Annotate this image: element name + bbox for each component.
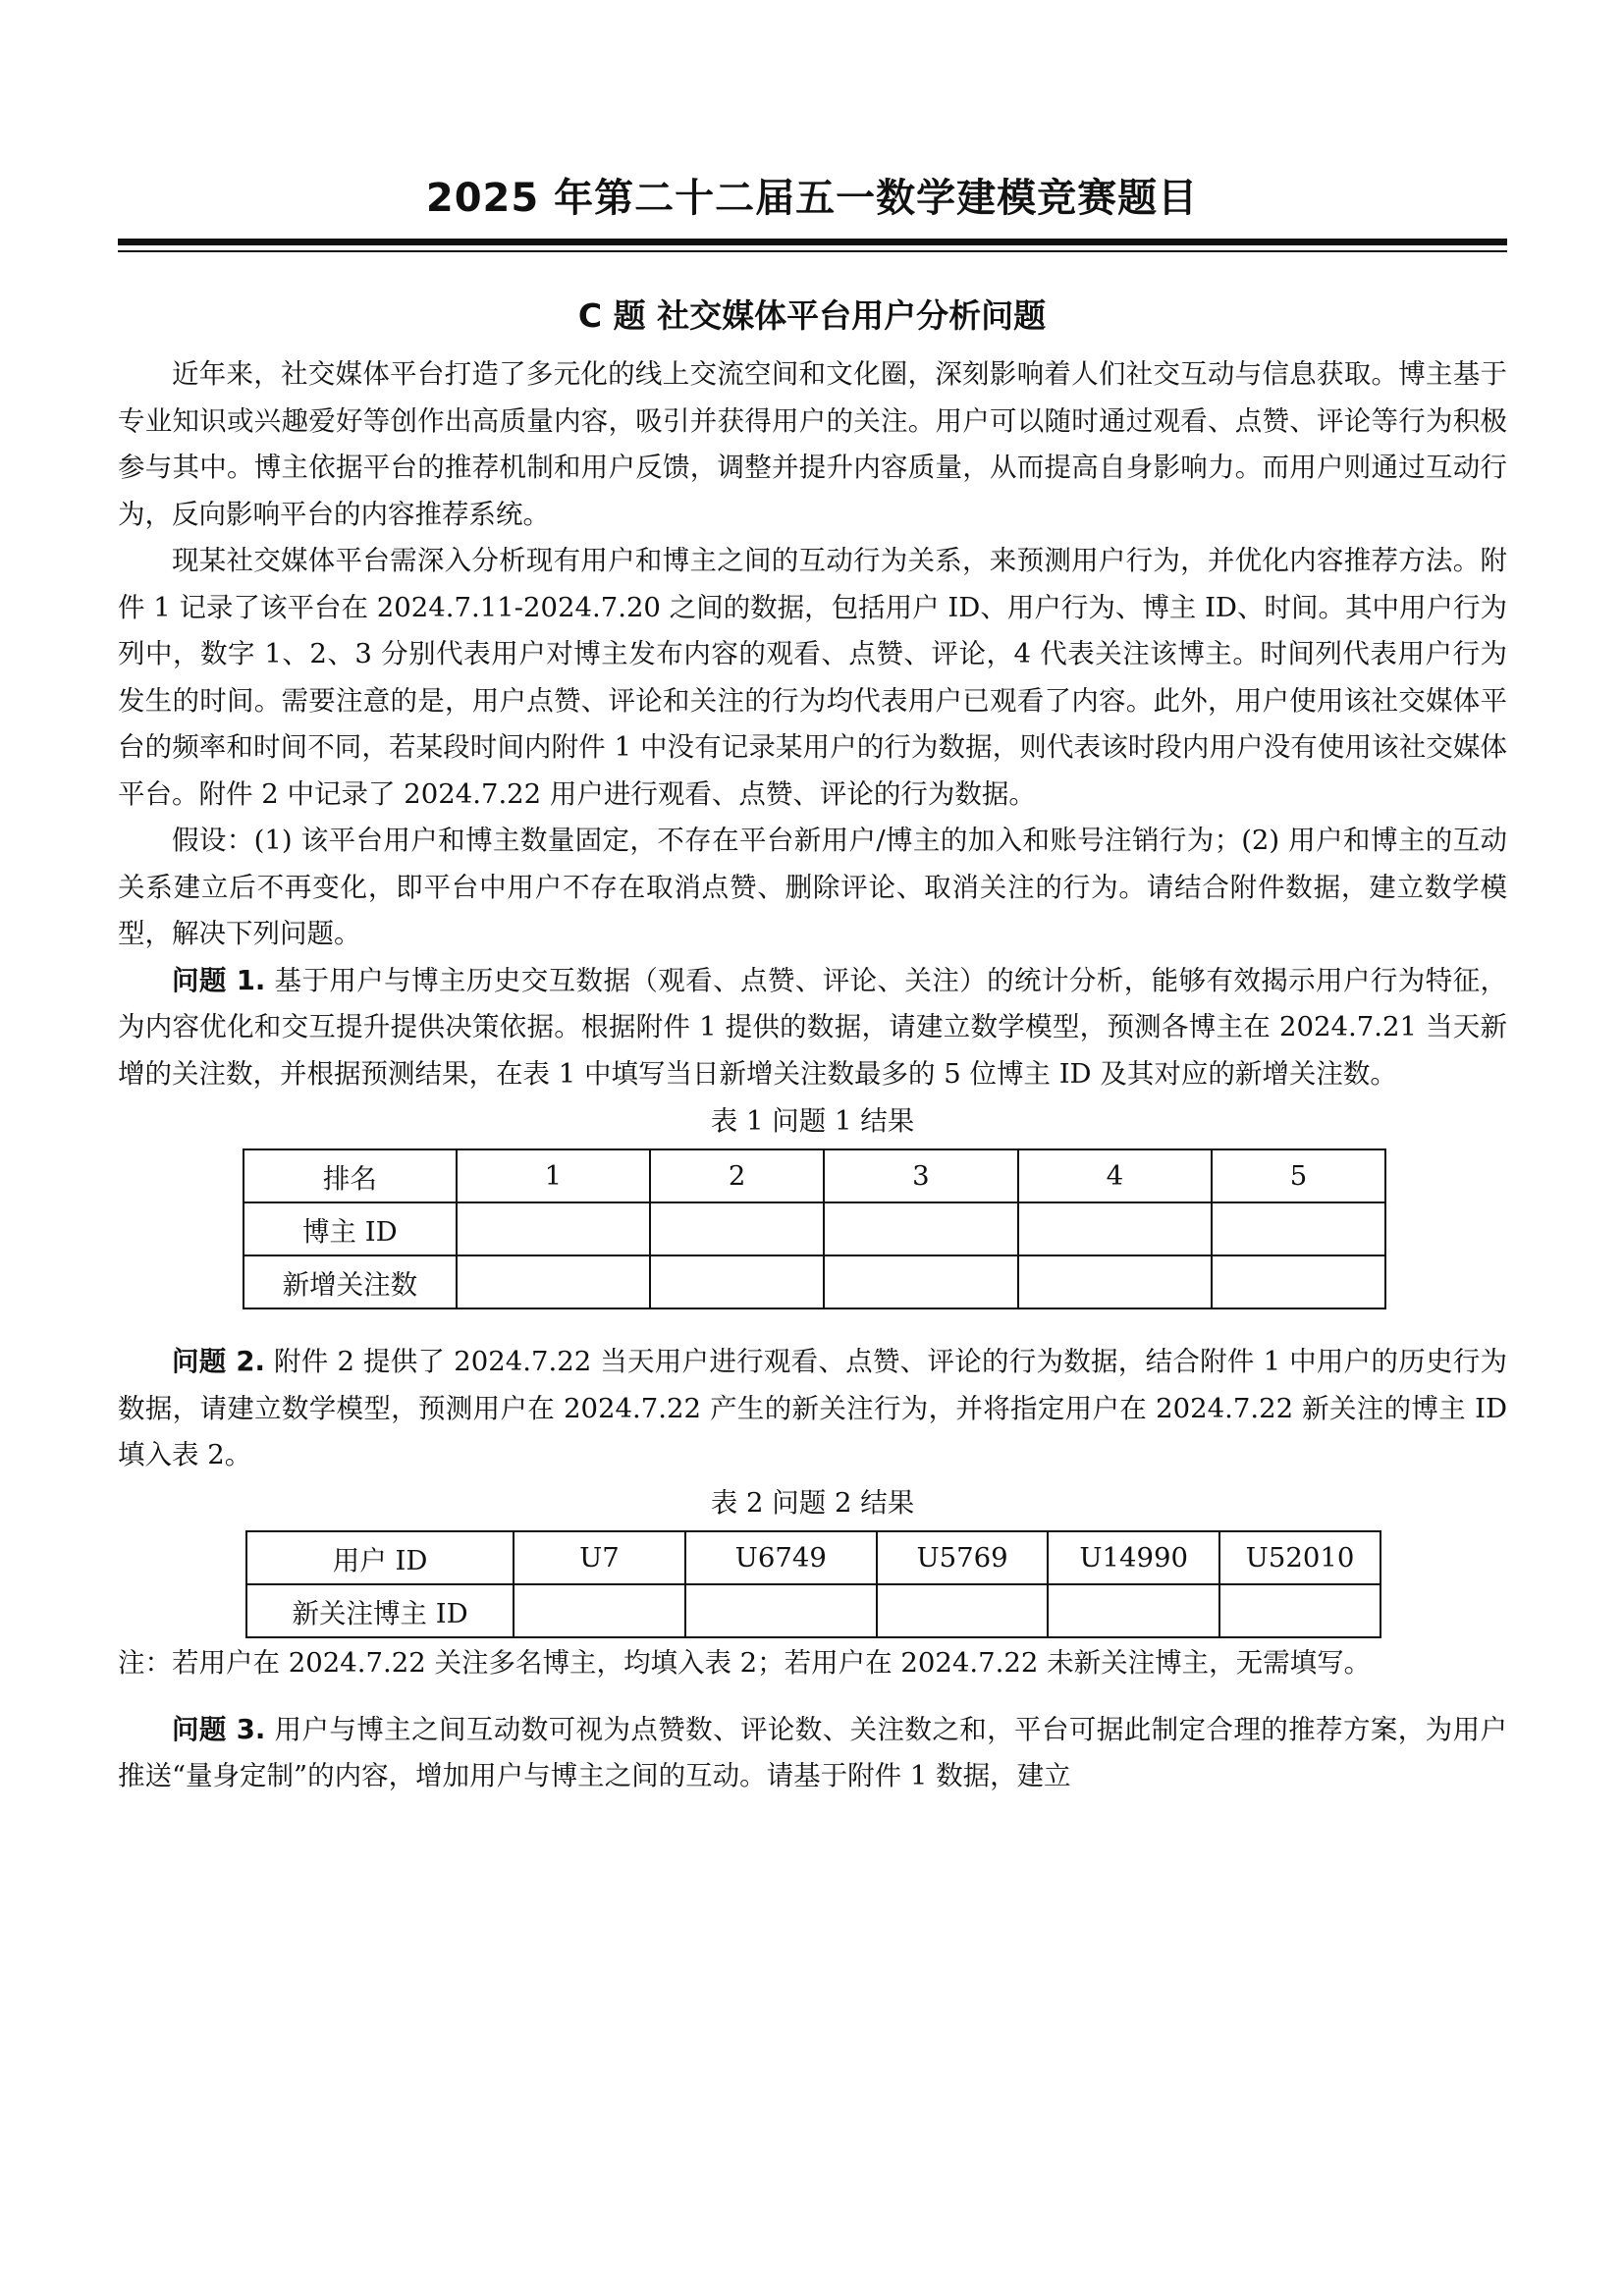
- question-1: [118, 958, 1507, 1098]
- table-2-header-label: 用户 ID: [246, 1531, 514, 1584]
- table-1-caption: 表 1 问题 1 结果: [710, 1105, 915, 1137]
- table-1-rank-cell: 3: [824, 1149, 1018, 1202]
- question-2-label: 问题 2.: [172, 1346, 265, 1377]
- table-2-answer-cell[interactable]: [1219, 1584, 1380, 1637]
- table-2-answer-cell[interactable]: [877, 1584, 1049, 1637]
- table-2-answer-cell[interactable]: [514, 1584, 685, 1637]
- table-2-user-cell: U52010: [1219, 1531, 1380, 1584]
- problem-subtitle: C 题 社交媒体平台用户分析问题: [577, 296, 1047, 335]
- table-1-answer-cell[interactable]: [650, 1202, 824, 1255]
- table-1-answer-cell[interactable]: [824, 1202, 1018, 1255]
- table-1-followers-row: [244, 1255, 1385, 1308]
- table-1-answer-cell[interactable]: [1212, 1202, 1385, 1255]
- question-2: [118, 1339, 1507, 1479]
- question-1-text: 基于用户与博主历史交互数据（观看、点赞、评论、关注）的统计分析，能够有效揭示用户行为特征，为内容优化和交互提升提供决策依据。根据附件 1 提供的数据，请建立数学模型，预测各博主在 2024.7.21 当天新增的关注数，并根据预测结果，在表 1 中填写当日新增关注数最多的 5 位博主 ID 及其对应的新增关注数。: [118, 964, 1507, 1090]
- data-description-paragraph: 现某社交媒体平台需深入分析现有用户和博主之间的互动行为关系，来预测用户行为，并优化内容推荐方法。附件 1 记录了该平台在 2024.7.11-2024.7.20 之间的数据，包括用户 ID、用户行为、博主 ID、时间。其中用户行为列中，数字 1、2、3 分别代表用户对博主发布内容的观看、点赞、评论，4 代表关注该博主。时间列代表用户行为发生的时间。需要注意的是，用户点赞、评论和关注的行为均代表用户已观看了内容。此外，用户使用该社交媒体平台的频率和时间不同，若某段时间内附件 1 中没有记录某用户的行为数据，则代表该时段内用户没有使用该社交媒体平台。附件 2 中记录了 2024.7.22 用户进行观看、点赞、评论的行为数据。: [118, 545, 1507, 810]
- table-2-answer-cell[interactable]: [685, 1584, 877, 1637]
- table-1-rank-cell: 5: [1212, 1149, 1385, 1202]
- document-title: 2025 年第二十二届五一数学建模竞赛题目: [425, 176, 1199, 221]
- table-1-row-label: 新增关注数: [244, 1255, 457, 1308]
- table-1: [243, 1148, 1386, 1309]
- table-1-header-label: 排名: [244, 1149, 457, 1202]
- table-2-user-cell: U7: [514, 1531, 685, 1584]
- question-3-text: 用户与博主之间互动数可视为点赞数、评论数、关注数之和，平台可据此制定合理的推荐方案，为用户推送“量身定制”的内容，增加用户与博主之间的互动。请基于附件 1 数据，建立: [118, 1713, 1507, 1791]
- question-3-label: 问题 3.: [172, 1713, 266, 1745]
- table-1-answer-cell[interactable]: [1212, 1255, 1385, 1308]
- table-1-answer-cell[interactable]: [650, 1255, 824, 1308]
- table-1-blogger-row: [244, 1202, 1385, 1255]
- table-2-user-cell: U5769: [877, 1531, 1049, 1584]
- table-2-user-cell: U6749: [685, 1531, 877, 1584]
- assumptions-paragraph: 假设：(1) 该平台用户和博主数量固定，不存在平台新用户/博主的加入和账号注销行为；(2) 用户和博主的互动关系建立后不再变化，即平台中用户不存在取消点赞、删除评论、取消关注的行为。请结合附件数据，建立数学模型，解决下列问题。: [118, 825, 1507, 949]
- spacer: [118, 1309, 1507, 1339]
- table-1-rank-cell: 1: [457, 1149, 651, 1202]
- table-1-answer-cell[interactable]: [1018, 1255, 1213, 1308]
- title-rule-thick: [118, 239, 1507, 245]
- table-1-answer-cell[interactable]: [457, 1202, 651, 1255]
- spacer: [118, 1685, 1507, 1707]
- table-1-answer-cell[interactable]: [1018, 1202, 1213, 1255]
- table-1-header-row: [244, 1149, 1385, 1202]
- table-1-answer-cell[interactable]: [824, 1255, 1018, 1308]
- table-2-user-cell: U14990: [1048, 1531, 1219, 1584]
- table-1-rank-cell: 2: [650, 1149, 824, 1202]
- table-2-caption: 表 2 问题 2 结果: [710, 1486, 915, 1519]
- table-2: [245, 1530, 1381, 1638]
- table-2-answer-cell[interactable]: [1048, 1584, 1219, 1637]
- document-body: [118, 351, 1507, 1800]
- title-rule-thin: [118, 250, 1507, 252]
- table-1-rank-cell: 4: [1018, 1149, 1213, 1202]
- table-2-header-row: [246, 1531, 1380, 1584]
- question-2-text: 附件 2 提供了 2024.7.22 当天用户进行观看、点赞、评论的行为数据，结合附件 1 中用户的历史行为数据，请建立数学模型，预测用户在 2024.7.22 产生的新关注行为，并将指定用户在 2024.7.22 新关注的博主 ID 填入表 2。: [118, 1346, 1507, 1470]
- table-1-answer-cell[interactable]: [457, 1255, 651, 1308]
- question-3: [118, 1707, 1507, 1800]
- table-2-note: 注：若用户在 2024.7.22 关注多名博主，均填入表 2；若用户在 2024.7.22 未新关注博主，无需填写。: [118, 1646, 1372, 1679]
- question-1-label: 问题 1.: [172, 964, 266, 996]
- intro-paragraph: 近年来，社交媒体平台打造了多元化的线上交流空间和文化圈，深刻影响着人们社交互动与信息获取。博主基于专业知识或兴趣爱好等创作出高质量内容，吸引并获得用户的关注。用户可以随时通过观看、点赞、评论等行为积极参与其中。博主依据平台的推荐机制和用户反馈，调整并提升内容质量，从而提高自身影响力。而用户则通过互动行为，反向影响平台的内容推荐系统。: [118, 358, 1507, 530]
- table-2-answer-row: [246, 1584, 1380, 1637]
- table-2-row-label: 新关注博主 ID: [246, 1584, 514, 1637]
- table-1-row-label: 博主 ID: [244, 1202, 457, 1255]
